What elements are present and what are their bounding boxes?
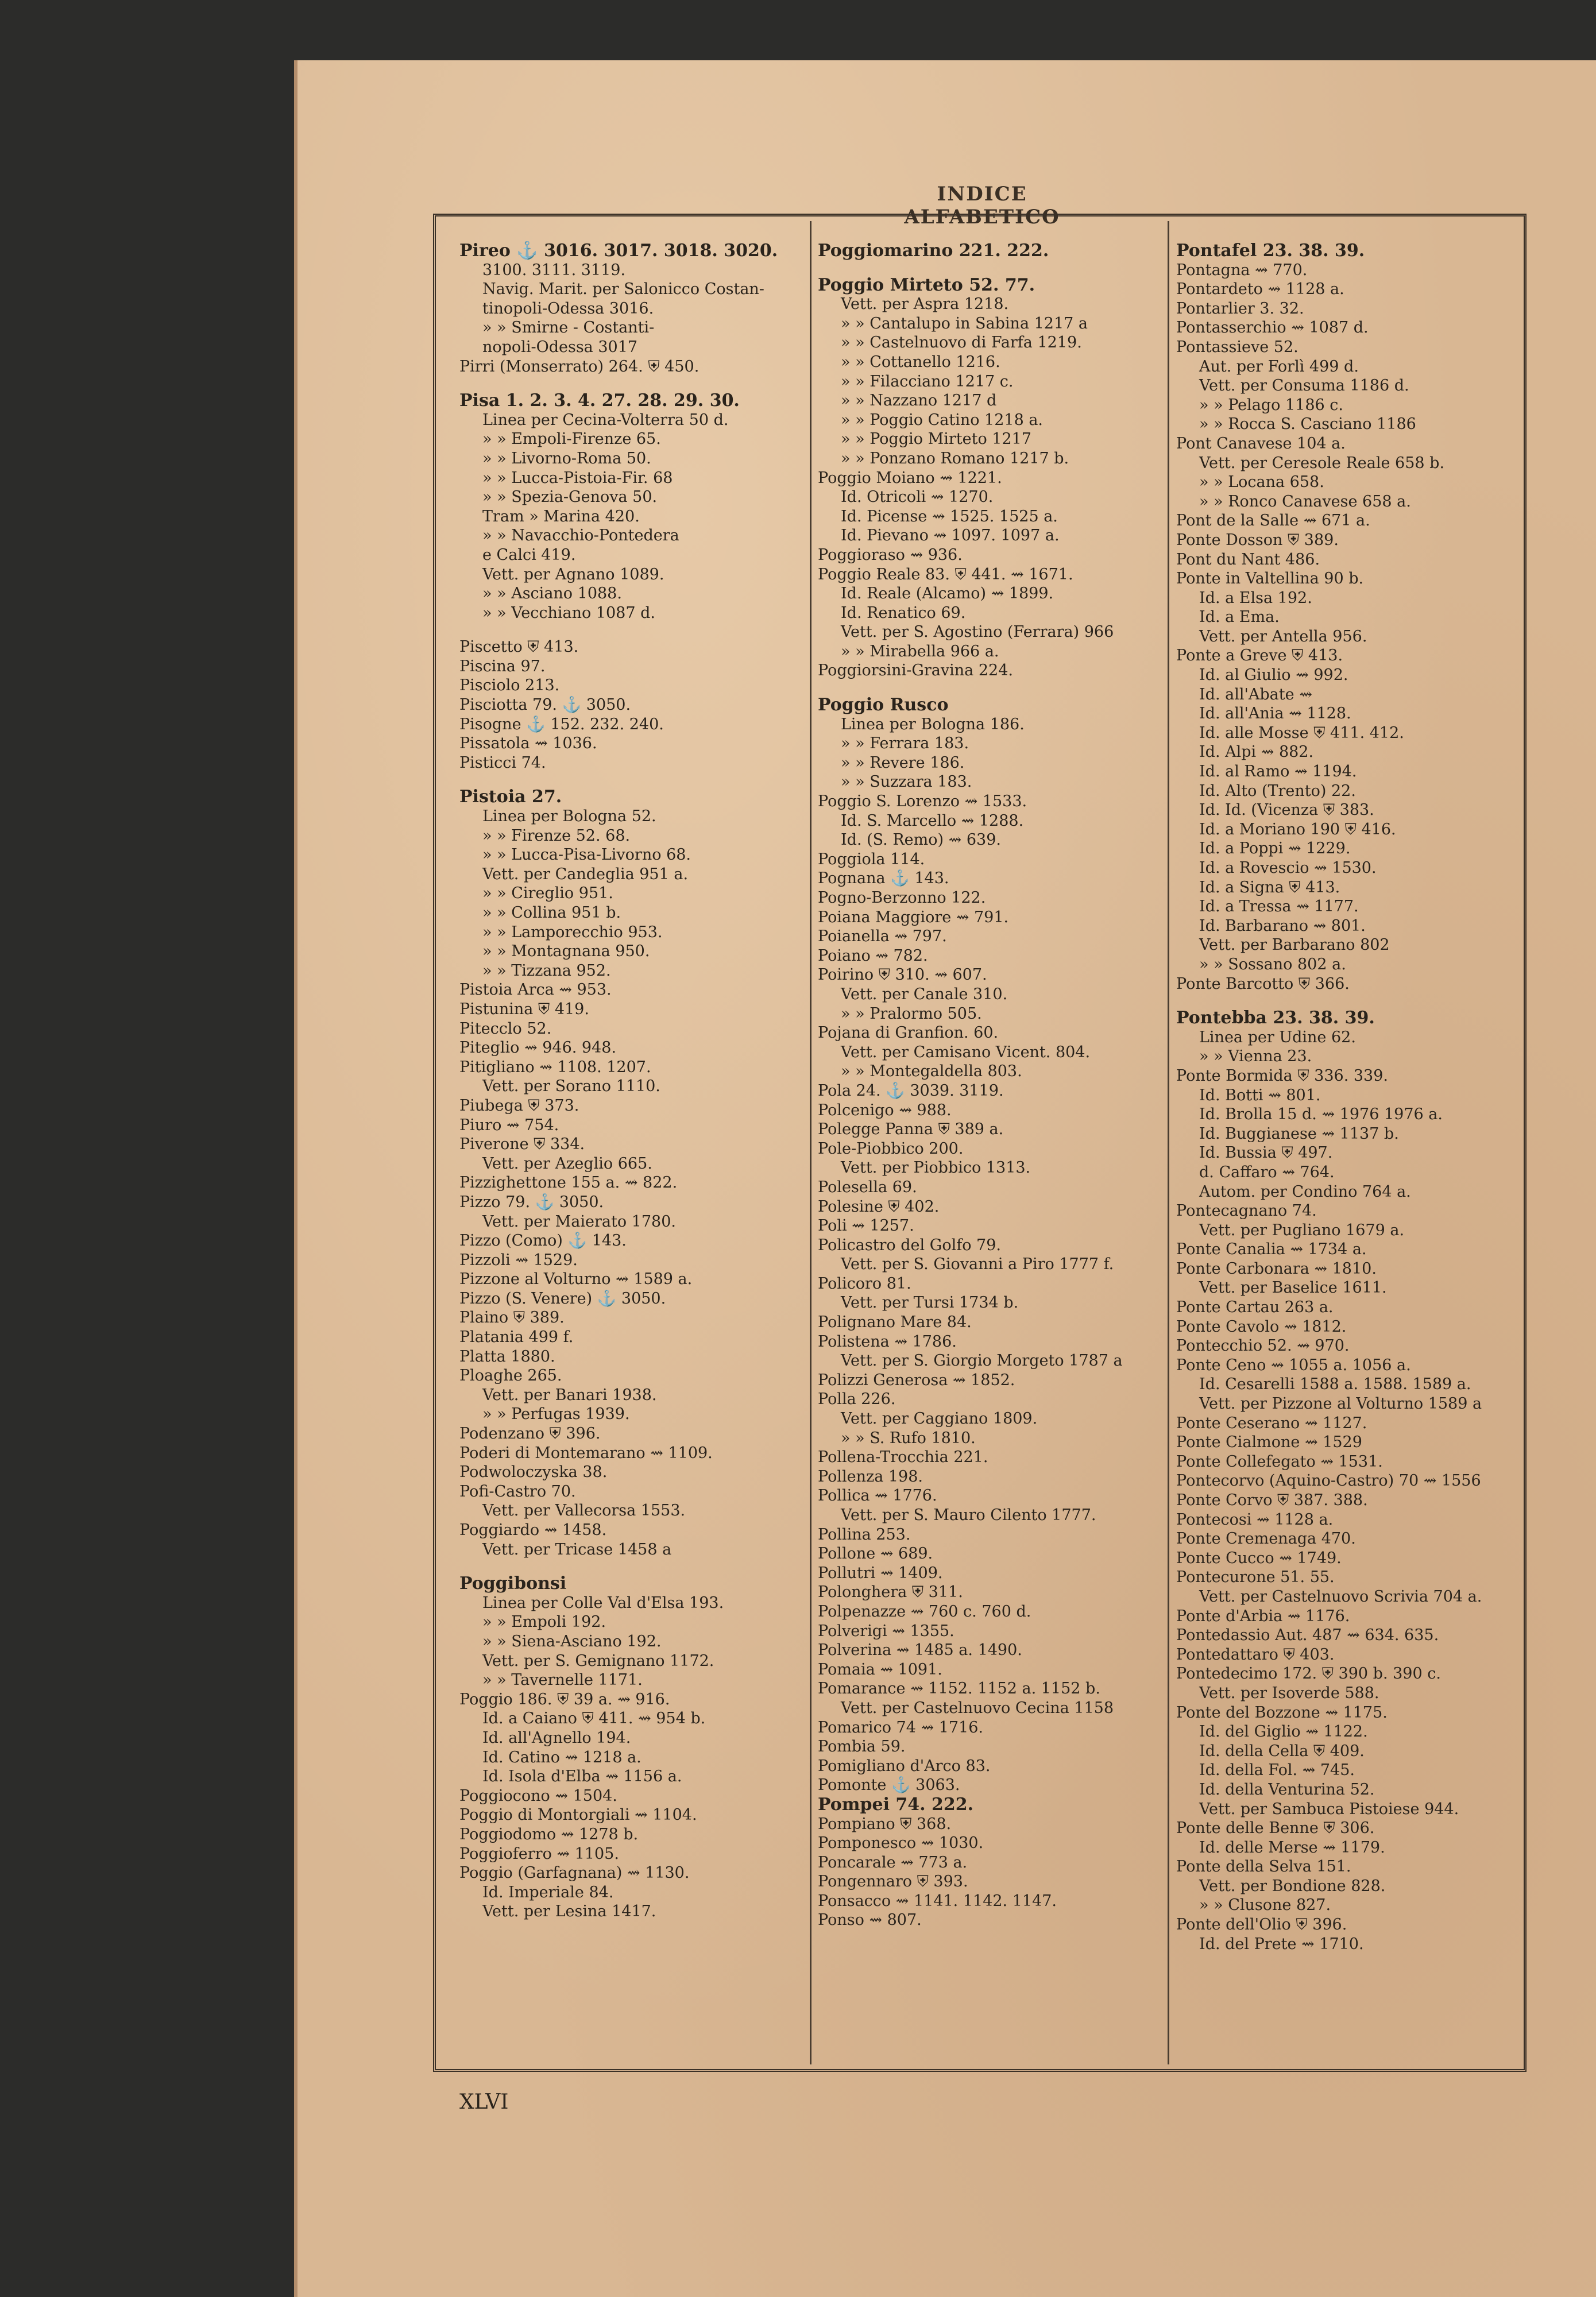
index-entry: Id. Pievano ⇝ 1097. 1097 a.: [841, 527, 1060, 545]
index-entry: Vett. per Pugliano 1679 a.: [1199, 1221, 1405, 1239]
index-entry: Pomigliano d'Arco 83.: [818, 1757, 991, 1775]
index-entry: » » Asciano 1088.: [482, 585, 622, 603]
index-entry: Polizzi Generosa ⇝ 1852.: [818, 1371, 1015, 1389]
index-entry: Ponte Canalia ⇝ 1734 a.: [1176, 1240, 1367, 1259]
index-entry: Pontasserchio ⇝ 1087 d.: [1176, 319, 1369, 337]
index-entry: Ponte Cremenaga 470.: [1176, 1530, 1356, 1548]
index-entry: Id. a Elsa 192.: [1199, 589, 1312, 607]
index-entry: Ponte Cavolo ⇝ 1812.: [1176, 1317, 1347, 1336]
index-entry: Pontassieve 52.: [1176, 338, 1299, 356]
index-entry: Platta 1880.: [459, 1347, 555, 1366]
page-number: XLVI: [459, 2090, 509, 2114]
index-entry: Pizzighettone 155 a. ⇝ 822.: [459, 1174, 678, 1192]
index-column-right: [1176, 241, 1515, 2062]
index-entry: Id. Id. (Vicenza ⛨ 383.: [1199, 801, 1374, 819]
index-entry: tinopoli-Odessa 3016.: [482, 299, 654, 318]
index-entry: Polverigi ⇝ 1355.: [818, 1622, 954, 1640]
index-entry: Id. Brolla 15 d. ⇝ 1976 1976 a.: [1199, 1105, 1443, 1124]
index-entry: Ponte Cucco ⇝ 1749.: [1176, 1549, 1342, 1567]
index-entry: Poggiardo ⇝ 1458.: [459, 1521, 607, 1539]
index-entry: Ponso ⇝ 807.: [818, 1911, 922, 1929]
index-entry: Id. Imperiale 84.: [482, 1883, 614, 1901]
index-entry: Polonghera ⛨ 311.: [818, 1583, 963, 1602]
index-entry: Pontedattaro ⛨ 403.: [1176, 1645, 1335, 1664]
index-entry: Pogno-Berzonno 122.: [818, 889, 986, 907]
index-entry: Vett. per Tricase 1458 a: [482, 1540, 672, 1559]
index-entry: Pollena-Trocchia 221.: [818, 1448, 988, 1467]
index-entry: Ponsacco ⇝ 1141. 1142. 1147.: [818, 1892, 1057, 1910]
index-entry: Poggiorsini-Gravina 224.: [818, 662, 1013, 680]
index-entry: Podwoloczyska 38.: [459, 1463, 608, 1482]
index-entry: Id. Otricoli ⇝ 1270.: [841, 488, 994, 506]
index-entry: Poli ⇝ 1257.: [818, 1217, 914, 1235]
index-entry: Ponte dell'Olio ⛨ 396.: [1176, 1916, 1347, 1934]
index-entry: » » Lucca-Pistoia-Fir. 68: [482, 469, 673, 487]
index-entry: Pontecorvo (Aquino-Castro) 70 ⇝ 1556: [1176, 1472, 1481, 1490]
index-entry: Pizzoli ⇝ 1529.: [459, 1251, 578, 1269]
index-entry: Ponte Ceno ⇝ 1055 a. 1056 a.: [1176, 1356, 1411, 1374]
index-entry: Vett. per Pizzone al Volturno 1589 a: [1199, 1395, 1482, 1413]
index-entry: Pomarance ⇝ 1152. 1152 a. 1152 b.: [818, 1680, 1100, 1698]
index-entry: Vett. per Baselice 1611.: [1199, 1279, 1387, 1297]
index-entry: Id. al Ramo ⇝ 1194.: [1199, 763, 1357, 781]
index-entry: Ponte del Bozzone ⇝ 1175.: [1176, 1703, 1388, 1722]
index-entry: Id. Botti ⇝ 801.: [1199, 1086, 1321, 1104]
index-entry: » » Cireglio 951.: [482, 884, 613, 903]
index-entry: Ponte Barcotto ⛨ 366.: [1176, 975, 1350, 993]
index-entry: Piscetto ⛨ 413.: [459, 638, 579, 656]
index-entry: Piuro ⇝ 754.: [459, 1116, 559, 1134]
index-entry: » » Pralormo 505.: [841, 1004, 982, 1023]
index-entry: Id. Picense ⇝ 1525. 1525 a.: [841, 507, 1058, 525]
index-entry: Id. a Caiano ⛨ 411. ⇝ 954 b.: [482, 1710, 706, 1728]
index-entry: Pola 24. ⚓ 3039. 3119.: [818, 1081, 1004, 1100]
index-entry: Poiana Maggiore ⇝ 791.: [818, 908, 1009, 926]
index-entry: Pompiano ⛨ 368.: [818, 1815, 952, 1833]
index-entry: Poncarale ⇝ 773 a.: [818, 1853, 968, 1871]
column-rule-2: [1168, 221, 1169, 2064]
index-entry: Pomarico 74 ⇝ 1716.: [818, 1718, 983, 1737]
index-entry: Polegge Panna ⛨ 389 a.: [818, 1120, 1004, 1139]
index-entry: » » Livorno-Roma 50.: [482, 449, 651, 467]
index-entry: Poggio (Garfagnana) ⇝ 1130.: [459, 1864, 690, 1882]
index-entry: Poggiocono ⇝ 1504.: [459, 1786, 617, 1805]
index-entry: Linea per Cecina-Volterra 50 d.: [482, 411, 729, 429]
index-entry: Pisticci 74.: [459, 753, 546, 772]
index-entry: » » Lamporecchio 953.: [482, 923, 663, 941]
index-entry: Policoro 81.: [818, 1274, 911, 1293]
index-entry: Id. Isola d'Elba ⇝ 1156 a.: [482, 1768, 682, 1786]
index-entry: d. Caffaro ⇝ 764.: [1199, 1163, 1335, 1181]
index-entry: Id. della Cella ⛨ 409.: [1199, 1742, 1365, 1760]
index-entry: Poggiodomo ⇝ 1278 b.: [459, 1825, 639, 1843]
index-entry: Id. delle Merse ⇝ 1179.: [1199, 1838, 1385, 1857]
index-heading: Pompei 74. 222.: [818, 1795, 974, 1815]
index-entry: Vett. per Tursi 1734 b.: [841, 1294, 1019, 1312]
index-entry: Ponte delle Benne ⛨ 306.: [1176, 1819, 1375, 1838]
index-heading: Poggio Rusco: [818, 695, 949, 715]
index-heading: Poggibonsi: [459, 1574, 567, 1594]
index-entry: Pomonte ⚓ 3063.: [818, 1776, 960, 1795]
index-entry: » » Ponzano Romano 1217 b.: [841, 449, 1069, 467]
index-entry: Pojana di Granfion. 60.: [818, 1024, 999, 1042]
index-entry: Vett. per Sorano 1110.: [482, 1077, 660, 1096]
index-entry: Tram » Marina 420.: [482, 507, 640, 525]
index-entry: Vett. per Camisano Vicent. 804.: [841, 1043, 1091, 1061]
index-entry: nopoli-Odessa 3017: [482, 338, 638, 356]
index-entry: Pomponesco ⇝ 1030.: [818, 1834, 984, 1853]
index-entry: » » Firenze 52. 68.: [482, 826, 631, 845]
index-entry: Id. all'Abate ⇝: [1199, 685, 1312, 703]
index-entry: Id. Buggianese ⇝ 1137 b.: [1199, 1124, 1399, 1143]
index-entry: Vett. per Canale 310.: [841, 985, 1008, 1003]
index-entry: Vett. per Agnano 1089.: [482, 565, 664, 583]
index-entry: Vett. per Banari 1938.: [482, 1386, 657, 1404]
index-entry: Pistunina ⛨ 419.: [459, 1000, 589, 1018]
index-entry: Vett. per S. Agostino (Ferrara) 966: [841, 623, 1114, 641]
index-entry: Ponte Ceserano ⇝ 1127.: [1176, 1414, 1367, 1432]
index-entry: Id. a Ema.: [1199, 608, 1280, 627]
index-entry: Id. del Prete ⇝ 1710.: [1199, 1935, 1364, 1953]
index-entry: Plaino ⛨ 389.: [459, 1309, 565, 1327]
index-entry: » » Collina 951 b.: [482, 904, 621, 922]
index-entry: Polcenigo ⇝ 988.: [818, 1101, 952, 1119]
index-heading: Pisa 1. 2. 3. 4. 27. 28. 29. 30.: [459, 391, 740, 411]
index-entry: Vett. per S. Giovanni a Piro 1777 f.: [841, 1255, 1114, 1274]
index-entry: » » Empoli-Firenze 65.: [482, 430, 661, 448]
index-entry: » » Filacciano 1217 c.: [841, 372, 1014, 390]
index-entry: » » Revere 186.: [841, 753, 965, 772]
index-entry: Pirri (Monserrato) 264. ⛨ 450.: [459, 357, 700, 376]
index-entry: » » Poggio Catino 1218 a.: [841, 411, 1044, 429]
index-entry: Pombia 59.: [818, 1738, 906, 1756]
index-entry: Pisciolo 213.: [459, 676, 560, 695]
index-entry: Poirino ⛨ 310. ⇝ 607.: [818, 966, 987, 984]
index-entry: Poggio 186. ⛨ 39 a. ⇝ 916.: [459, 1690, 670, 1708]
index-entry: Vett. per Lesina 1417.: [482, 1902, 656, 1921]
index-entry: Vett. per Aspra 1218.: [841, 295, 1009, 314]
index-entry: Policastro del Golfo 79.: [818, 1236, 1001, 1254]
index-entry: Pitecclo 52.: [459, 1019, 552, 1038]
index-entry: Vett. per Consuma 1186 d.: [1199, 377, 1409, 395]
index-entry: Id. a Signa ⛨ 413.: [1199, 878, 1340, 896]
index-entry: Pontecosi ⇝ 1128 a.: [1176, 1510, 1334, 1529]
index-entry: Ploaghe 265.: [459, 1367, 562, 1385]
index-entry: » » Tavernelle 1171.: [482, 1671, 643, 1689]
index-entry: Vett. per Vallecorsa 1553.: [482, 1502, 686, 1520]
index-entry: Piubega ⛨ 373.: [459, 1096, 579, 1115]
index-entry: » » Rocca S. Casciano 1186: [1199, 415, 1416, 434]
index-entry: Vett. per Caggiano 1809.: [841, 1410, 1038, 1428]
index-entry: Platania 499 f.: [459, 1328, 574, 1347]
index-entry: Polpenazze ⇝ 760 c. 760 d.: [818, 1602, 1031, 1621]
index-entry: Pollenza 198.: [818, 1467, 923, 1486]
index-entry: Poggioraso ⇝ 936.: [818, 546, 963, 564]
index-entry: Vett. per Piobbico 1313.: [841, 1159, 1031, 1177]
index-entry: Pofi-Castro 70.: [459, 1482, 576, 1501]
index-entry: Vett. per Sambuca Pistoiese 944.: [1199, 1800, 1459, 1818]
index-entry: Pontecagnano 74.: [1176, 1202, 1317, 1220]
index-entry: Polignano Mare 84.: [818, 1313, 972, 1332]
index-entry: Id. (S. Remo) ⇝ 639.: [841, 831, 1001, 849]
index-entry: Poiano ⇝ 782.: [818, 946, 928, 965]
index-entry: Ponte della Selva 151.: [1176, 1858, 1351, 1876]
index-entry: » » Pelago 1186 c.: [1199, 396, 1343, 414]
index-entry: » » Montagnana 950.: [482, 942, 650, 961]
index-entry: Id. all'Agnello 194.: [482, 1728, 631, 1747]
index-entry: » » Navacchio-Pontedera: [482, 527, 679, 545]
index-entry: » » Suzzara 183.: [841, 773, 972, 791]
index-entry: Ponte Dosson ⛨ 389.: [1176, 531, 1339, 549]
index-entry: Vett. per Isoverde 588.: [1199, 1684, 1379, 1702]
index-entry: Poggio Reale 83. ⛨ 441. ⇝ 1671.: [818, 565, 1073, 583]
index-entry: » » Clusone 827.: [1199, 1896, 1331, 1915]
index-heading: Poggiomarino 221. 222.: [818, 241, 1049, 261]
index-entry: » » Poggio Mirteto 1217: [841, 430, 1031, 448]
index-entry: » » Lucca-Pisa-Livorno 68.: [482, 846, 691, 864]
index-entry: Vett. per S. Gemignano 1172.: [482, 1652, 714, 1670]
index-entry: Vett. per Maierato 1780.: [482, 1212, 676, 1231]
index-entry: Pontedecimo 172. ⛨ 390 b. 390 c.: [1176, 1665, 1441, 1683]
index-heading: Pontafel 23. 38. 39.: [1176, 241, 1365, 261]
index-entry: Podenzano ⛨ 396.: [459, 1425, 601, 1443]
index-entry: Pissatola ⇝ 1036.: [459, 734, 597, 753]
index-entry: » » Tizzana 952.: [482, 961, 611, 980]
index-entry: Pollina 253.: [818, 1525, 911, 1544]
index-entry: Id. Renatico 69.: [841, 604, 966, 622]
index-entry: Ponte Carbonara ⇝ 1810.: [1176, 1259, 1377, 1278]
index-entry: » » Sossano 802 a.: [1199, 955, 1346, 973]
index-entry: Ponte a Greve ⛨ 413.: [1176, 647, 1343, 665]
index-entry: » » Nazzano 1217 d: [841, 392, 997, 410]
index-entry: Vett. per Azeglio 665.: [482, 1154, 652, 1173]
index-entry: Pizzone al Volturno ⇝ 1589 a.: [459, 1270, 693, 1289]
index-entry: Pontardeto ⇝ 1128 a.: [1176, 280, 1344, 299]
index-entry: Pole-Piobbico 200.: [818, 1139, 964, 1158]
index-entry: » » Montegaldella 803.: [841, 1062, 1022, 1081]
index-entry: » » S. Rufo 1810.: [841, 1429, 976, 1447]
index-entry: » » Spezia-Genova 50.: [482, 488, 658, 506]
index-entry: Pont Canavese 104 a.: [1176, 434, 1346, 453]
index-entry: » » Ronco Canavese 658 a.: [1199, 492, 1411, 511]
index-entry: Id. Barbarano ⇝ 801.: [1199, 917, 1366, 935]
index-entry: Aut. per Forlì 499 d.: [1199, 357, 1359, 376]
index-entry: Pitigliano ⇝ 1108. 1207.: [459, 1058, 651, 1076]
index-entry: Id. della Fol. ⇝ 745.: [1199, 1761, 1355, 1780]
index-entry: Id. Cesarelli 1588 a. 1588. 1589 a.: [1199, 1375, 1471, 1394]
index-entry: Autom. per Condino 764 a.: [1199, 1182, 1411, 1201]
index-entry: Poianella ⇝ 797.: [818, 927, 947, 946]
index-entry: » » Perfugas 1939.: [482, 1405, 630, 1424]
index-entry: Piscina 97.: [459, 657, 546, 675]
index-entry: Polla 226.: [818, 1390, 896, 1409]
column-rule-1: [810, 221, 811, 2064]
index-entry: Ponte Collefegato ⇝ 1531.: [1176, 1452, 1383, 1471]
index-entry: Vett. per Ceresole Reale 658 b.: [1199, 454, 1445, 472]
index-entry: Pollone ⇝ 689.: [818, 1545, 933, 1563]
index-entry: Vett. per Barbarano 802: [1199, 936, 1390, 954]
index-entry: Id. della Venturina 52.: [1199, 1780, 1375, 1799]
index-entry: Piteglio ⇝ 946. 948.: [459, 1039, 617, 1057]
index-entry: Poderi di Montemarano ⇝ 1109.: [459, 1444, 713, 1462]
index-entry: Pistoia Arca ⇝ 953.: [459, 981, 612, 999]
index-entry: Piverone ⛨ 334.: [459, 1135, 585, 1154]
index-entry: Vett. per Bondione 828.: [1199, 1877, 1386, 1895]
index-entry: » » Cottanello 1216.: [841, 353, 1000, 371]
index-entry: Id. a Moriano 190 ⛨ 416.: [1199, 820, 1396, 838]
index-entry: Pontarlier 3. 32.: [1176, 299, 1304, 318]
index-entry: Polistena ⇝ 1786.: [818, 1332, 957, 1351]
index-entry: Ponte Cartau 263 a.: [1176, 1298, 1334, 1317]
index-entry: Polverina ⇝ 1485 a. 1490.: [818, 1641, 1022, 1660]
index-entry: Pollica ⇝ 1776.: [818, 1487, 937, 1505]
index-entry: » » Vecchiano 1087 d.: [482, 604, 655, 622]
index-entry: » » Ferrara 183.: [841, 734, 969, 753]
index-entry: Linea per Udine 62.: [1199, 1028, 1356, 1046]
index-entry: Pizzo (Como) ⚓ 143.: [459, 1232, 627, 1250]
index-entry: e Calci 419.: [482, 546, 576, 564]
index-entry: » » Mirabella 966 a.: [841, 642, 999, 660]
index-entry: Poggioferro ⇝ 1105.: [459, 1844, 619, 1863]
index-entry: » » Locana 658.: [1199, 473, 1324, 492]
index-entry: Ponte in Valtellina 90 b.: [1176, 570, 1364, 588]
index-entry: » » Smirne - Costanti-: [482, 319, 655, 337]
index-entry: Vett. per Castelnuovo Scrivia 704 a.: [1199, 1587, 1482, 1606]
index-entry: » » Castelnuovo di Farfa 1219.: [841, 334, 1082, 352]
index-entry: Id. Alpi ⇝ 882.: [1199, 743, 1314, 761]
index-entry: » » Siena-Asciano 192.: [482, 1632, 662, 1650]
page-header: INDICE ALFABETICO: [904, 183, 1060, 229]
index-entry: Navig. Marit. per Salonicco Costan-: [482, 280, 764, 299]
index-entry: Linea per Bologna 52.: [482, 807, 656, 826]
index-entry: Pomaia ⇝ 1091.: [818, 1660, 942, 1679]
index-entry: Poggio di Montorgiali ⇝ 1104.: [459, 1806, 697, 1824]
index-entry: Pollutri ⇝ 1409.: [818, 1564, 943, 1582]
index-entry: Pizzo (S. Venere) ⚓ 3050.: [459, 1289, 666, 1308]
index-entry: Id. alle Mosse ⛨ 411. 412.: [1199, 724, 1404, 742]
index-entry: Ponte Corvo ⛨ 387. 388.: [1176, 1491, 1368, 1509]
index-entry: Pont du Nant 486.: [1176, 550, 1320, 569]
index-heading: Pireo ⚓ 3016. 3017. 3018. 3020.: [459, 241, 778, 261]
index-entry: Pontecurone 51. 55.: [1176, 1568, 1335, 1587]
index-entry: Id. Bussia ⛨ 497.: [1199, 1144, 1333, 1162]
index-entry: Pontedassio Aut. 487 ⇝ 634. 635.: [1176, 1626, 1439, 1645]
index-entry: Id. a Poppi ⇝ 1229.: [1199, 840, 1351, 858]
index-entry: Pisciotta 79. ⚓ 3050.: [459, 696, 631, 714]
index-entry: Pognana ⚓ 143.: [818, 869, 949, 888]
index-entry: 3100. 3111. 3119.: [482, 261, 626, 279]
index-entry: Id. Catino ⇝ 1218 a.: [482, 1748, 642, 1766]
index-entry: Pongennaro ⛨ 393.: [818, 1873, 968, 1891]
index-entry: Vett. per S. Giorgio Morgeto 1787 a: [841, 1352, 1123, 1370]
index-entry: Poggio Moiano ⇝ 1221.: [818, 469, 1002, 487]
index-entry: Pontagna ⇝ 770.: [1176, 261, 1308, 279]
index-column-left: [459, 241, 804, 2062]
index-entry: Ponte Bormida ⛨ 336. 339.: [1176, 1066, 1388, 1085]
index-entry: Id. Reale (Alcamo) ⇝ 1899.: [841, 585, 1054, 603]
index-entry: Id. del Giglio ⇝ 1122.: [1199, 1723, 1368, 1741]
index-entry: Vett. per Candeglia 951 a.: [482, 865, 689, 883]
index-entry: Id. S. Marcello ⇝ 1288.: [841, 811, 1024, 830]
index-column-middle: [818, 241, 1162, 2062]
index-entry: Linea per Colle Val d'Elsa 193.: [482, 1594, 724, 1612]
index-entry: Pisogne ⚓ 152. 232. 240.: [459, 715, 664, 733]
index-entry: Polesine ⛨ 402.: [818, 1197, 940, 1216]
index-heading: Pontebba 23. 38. 39.: [1176, 1008, 1375, 1028]
index-entry: » » Empoli 192.: [482, 1613, 606, 1631]
index-entry: Id. a Rovescio ⇝ 1530.: [1199, 859, 1377, 877]
index-entry: Poggio S. Lorenzo ⇝ 1533.: [818, 792, 1027, 811]
index-entry: Ponte Cialmone ⇝ 1529: [1176, 1433, 1362, 1452]
index-entry: Id. a Tressa ⇝ 1177.: [1199, 898, 1359, 916]
index-entry: Id. all'Ania ⇝ 1128.: [1199, 705, 1351, 723]
index-entry: Poggiola 114.: [818, 850, 925, 868]
index-entry: » » Cantalupo in Sabina 1217 a: [841, 314, 1088, 332]
index-entry: Id. al Giulio ⇝ 992.: [1199, 666, 1348, 685]
index-entry: Pontecchio 52. ⇝ 970.: [1176, 1337, 1350, 1355]
index-entry: Polesella 69.: [818, 1178, 917, 1196]
index-entry: Pizzo 79. ⚓ 3050.: [459, 1193, 604, 1211]
index-entry: Id. Alto (Trento) 22.: [1199, 782, 1356, 800]
index-entry: Pont de la Salle ⇝ 671 a.: [1176, 512, 1370, 530]
index-entry: Vett. per S. Mauro Cilento 1777.: [841, 1506, 1096, 1524]
index-entry: Ponte d'Arbia ⇝ 1176.: [1176, 1607, 1350, 1625]
index-heading: Poggio Mirteto 52. 77.: [818, 275, 1035, 295]
index-heading: Pistoia 27.: [459, 787, 562, 807]
index-entry: Linea per Bologna 186.: [841, 715, 1025, 733]
index-entry: Vett. per Castelnuovo Cecina 1158: [841, 1699, 1114, 1717]
index-entry: » » Vienna 23.: [1199, 1047, 1312, 1066]
index-entry: Vett. per Antella 956.: [1199, 627, 1367, 645]
